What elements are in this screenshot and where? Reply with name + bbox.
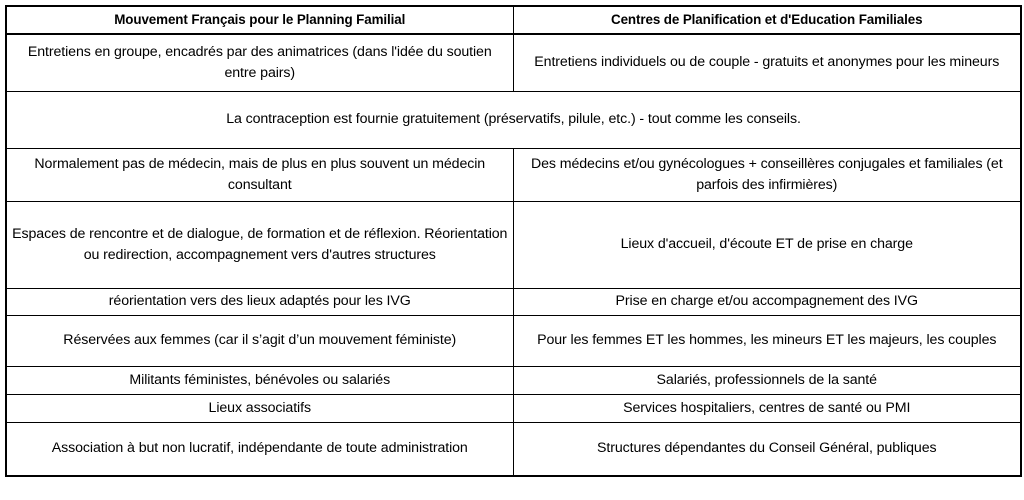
cell-mfpf-lieux: Lieux associatifs (6, 395, 513, 423)
cell-mfpf-personnel: Militants féministes, bénévoles ou salariés (6, 367, 513, 395)
table-row (6, 423, 1021, 477)
cell-cpef-statut: Structures dépendantes du Conseil Général, publiques (513, 423, 1021, 477)
table-row (6, 202, 1021, 289)
cell-cpef-ivg: Prise en charge et/ou accompagnement des IVG (513, 289, 1021, 316)
table-row (6, 92, 1021, 149)
cell-cpef-medecin: Des médecins et/ou gynécologues + conseillères conjugales et familiales (et parfois des infirmières) (513, 149, 1021, 202)
cell-mfpf-medecin: Normalement pas de médecin, mais de plus en plus souvent un médecin consultant (6, 149, 513, 202)
cell-cpef-entretiens: Entretiens individuels ou de couple - gratuits et anonymes pour les mineurs (513, 34, 1021, 92)
cell-mfpf-statut: Association à but non lucratif, indépendante de toute administration (6, 423, 513, 477)
table-row (6, 34, 1021, 92)
header-row (6, 6, 1021, 34)
cell-contraception-merged: La contraception est fournie gratuitement (préservatifs, pilule, etc.) - tout comme les conseils. (6, 92, 1021, 149)
table-row (6, 367, 1021, 395)
cell-mfpf-entretiens: Entretiens en groupe, encadrés par des animatrices (dans l'idée du soutien entre pairs) (6, 34, 513, 92)
cell-cpef-lieux-accueil: Lieux d'accueil, d'écoute ET de prise en charge (513, 202, 1021, 289)
table-row (6, 316, 1021, 367)
header-cpef: Centres de Planification et d'Education Familiales (513, 6, 1021, 34)
comparison-table (5, 5, 1022, 477)
header-mfpf: Mouvement Français pour le Planning Familial (6, 6, 513, 34)
table-row (6, 289, 1021, 316)
cell-mfpf-ivg: réorientation vers des lieux adaptés pour les IVG (6, 289, 513, 316)
cell-cpef-lieux: Services hospitaliers, centres de santé ou PMI (513, 395, 1021, 423)
cell-mfpf-espaces: Espaces de rencontre et de dialogue, de formation et de réflexion. Réorientation ou redirection, accompagnement vers d'autres structures (6, 202, 513, 289)
cell-mfpf-public: Réservées aux femmes (car il s’agit d’un mouvement féministe) (6, 316, 513, 367)
table-row (6, 149, 1021, 202)
cell-cpef-personnel: Salariés, professionnels de la santé (513, 367, 1021, 395)
table-row (6, 395, 1021, 423)
cell-cpef-public: Pour les femmes ET les hommes, les mineurs ET les majeurs, les couples (513, 316, 1021, 367)
